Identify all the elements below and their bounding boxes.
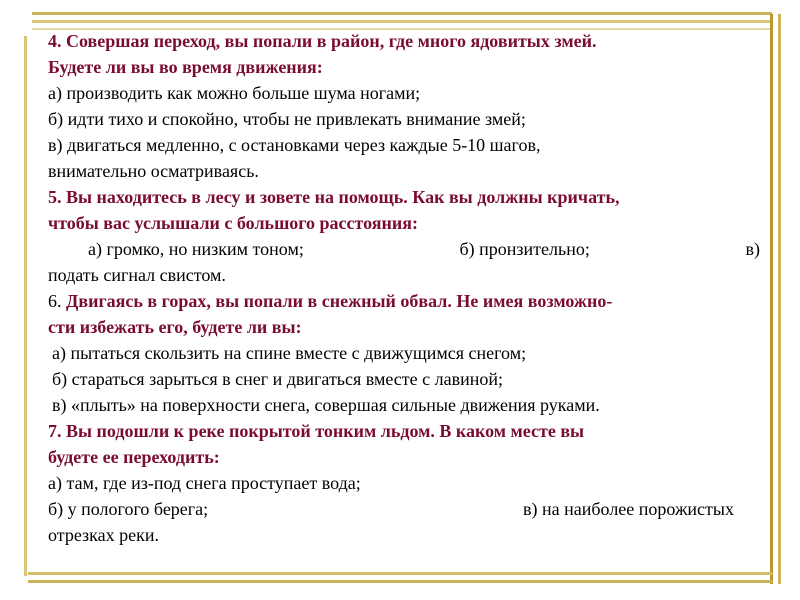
q6-title-line1 bbox=[48, 288, 760, 314]
q4-option-b: б) идти тихо и спокойно, чтобы не привлекать внимание змей; bbox=[48, 109, 526, 129]
q7-option-c-line2: отрезках реки. bbox=[48, 525, 159, 545]
q6-title-line2: сти избежать его, будете ли вы: bbox=[48, 317, 302, 337]
q4-title-line2: Будете ли вы во время движения: bbox=[48, 57, 323, 77]
q4-title-line1: 4. Совершая переход, вы попали в район, где много ядовитых змей. bbox=[48, 31, 597, 51]
q5-title-line2: чтобы вас услышали с большого расстояния: bbox=[48, 213, 418, 233]
q7-options-row bbox=[48, 496, 760, 522]
q6-option-b: б) стараться зарыться в снег и двигаться вместе с лавиной; bbox=[52, 369, 504, 389]
q7-option-b: б) у пологого берега; bbox=[48, 499, 209, 519]
q7-option-a: а) там, где из-под снега проступает вода; bbox=[48, 473, 361, 493]
q7-title-line1: 7. Вы подошли к реке покрытой тонким льдом. В каком месте вы bbox=[48, 421, 585, 441]
q4-option-c-line2: внимательно осматриваясь. bbox=[48, 161, 259, 181]
decor-bottom-lines bbox=[28, 572, 772, 590]
q5-option-c-line2: подать сигнал свистом. bbox=[48, 265, 226, 285]
q7-title-line2: будете ее переходить: bbox=[48, 447, 220, 467]
q5-title-line1: 5. Вы находитесь в лесу и зовете на помощь. Как вы должны кричать, bbox=[48, 187, 620, 207]
q5-options-row bbox=[48, 236, 760, 262]
q5-option-c-start: в) bbox=[745, 239, 760, 259]
quiz-text bbox=[48, 28, 760, 548]
q6-number: 6. bbox=[48, 291, 62, 311]
q5-option-b: б) пронзительно; bbox=[459, 239, 590, 259]
q4-option-a: а) производить как можно больше шума ногами; bbox=[48, 83, 421, 103]
decor-left-line bbox=[24, 36, 27, 576]
q4-option-c-line1: в) двигаться медленно, с остановками через каждые 5-10 шагов, bbox=[48, 135, 541, 155]
q5-option-a: а) громко, но низким тоном; bbox=[88, 239, 304, 259]
decor-right-lines bbox=[770, 14, 786, 584]
q6-title-text: Двигаясь в горах, вы попали в снежный обвал. Не имея возможно- bbox=[66, 291, 613, 311]
q6-option-a: а) пытаться скользить на спине вместе с движущимся снегом; bbox=[52, 343, 527, 363]
q7-option-c-line1: в) на наиболее порожистых bbox=[523, 499, 734, 519]
q6-option-c: в) «плыть» на поверхности снега, совершая сильные движения руками. bbox=[52, 395, 600, 415]
